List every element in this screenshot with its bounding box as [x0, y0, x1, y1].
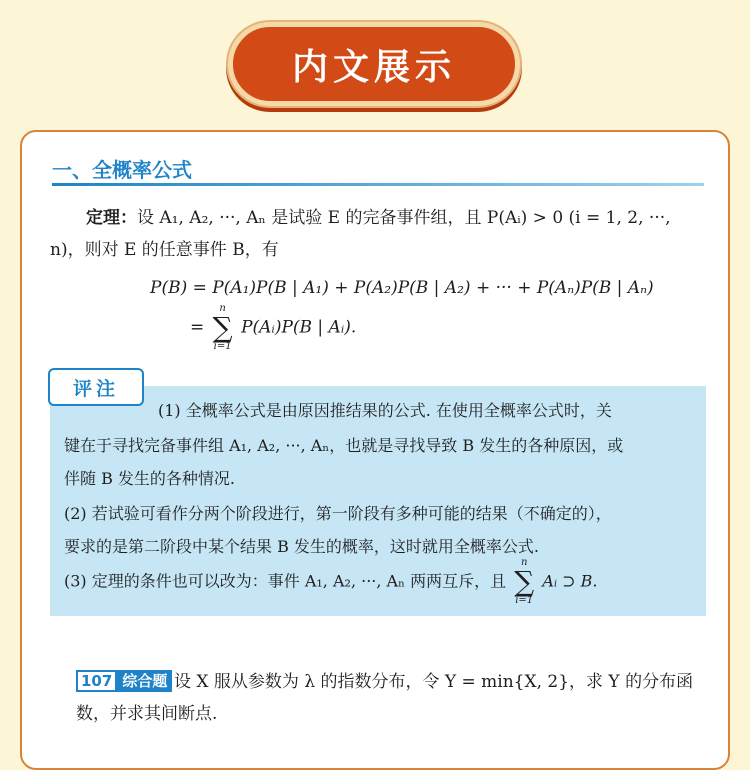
sum-lower-limit: i=1	[515, 595, 534, 606]
note-line-6-tail: Aᵢ ⊃ B.	[542, 571, 598, 591]
note-line-1: (1) 全概率公式是由原因推结果的公式. 在使用全概率公式时，关	[158, 401, 612, 420]
formula-term: P(Aᵢ)P(B | Aᵢ).	[241, 317, 357, 338]
note-tag-label: 评注	[72, 377, 119, 400]
summation-sign	[213, 304, 233, 352]
sum-sigma: ∑	[212, 311, 233, 344]
note-line-6-text: (3) 定理的条件也可以改为：事件 A₁, A₂, ···, Aₙ 两两互斥，且	[64, 571, 507, 591]
note-line-4: (2) 若试验可看作分两个阶段进行，第一阶段有多种可能的结果（不确定的），	[64, 504, 612, 523]
header-banner	[228, 22, 520, 106]
theorem-paragraph	[50, 202, 710, 266]
note-box	[50, 386, 706, 616]
formula-line-1: P(B) = P(A₁)P(B | A₁) + P(A₂)P(B | A₂) + ··· + P(Aₙ)P(B | Aₙ)	[150, 278, 654, 298]
theorem-label: 定理：	[86, 208, 137, 228]
sum-sigma: ∑	[514, 565, 535, 598]
sum-upper-limit: n	[219, 303, 226, 314]
theorem-text: 设 A₁, A₂, ···, Aₙ 是试验 E 的完备事件组，且 P(Aᵢ) > 0 (i = 1, 2, ···, n)，则对 E 的任意事件 B，有	[50, 208, 671, 260]
note-line-3: 伴随 B 发生的各种情况.	[64, 469, 236, 488]
content-card	[20, 130, 730, 770]
banner-title: 内文展示	[291, 46, 456, 88]
problem-text: 设 X 服从参数为 λ 的指数分布，令 Y = min{X, 2}，求 Y 的分布函数，并求其间断点.	[76, 672, 694, 724]
formula-line-2	[190, 304, 356, 352]
section-title: 一、全概率公式	[52, 158, 192, 182]
note-tag	[48, 368, 144, 406]
problem-number: 107	[76, 670, 117, 692]
note-line-2: 键在于寻找完备事件组 A₁, A₂, ···, Aₙ，也就是寻找导致 B 发生的各种原因，或	[64, 436, 624, 455]
problem-kind: 综合题	[117, 670, 172, 692]
sum-lower-limit: i=1	[213, 341, 232, 352]
note-line-6	[64, 558, 598, 606]
formula-equals: =	[190, 317, 205, 338]
summation-sign	[514, 558, 534, 606]
sum-upper-limit: n	[520, 557, 528, 568]
note-line-5: 要求的是第二阶段中某个结果 B 发生的概率，这时就用全概率公式.	[64, 537, 540, 556]
section-underline	[52, 183, 704, 186]
